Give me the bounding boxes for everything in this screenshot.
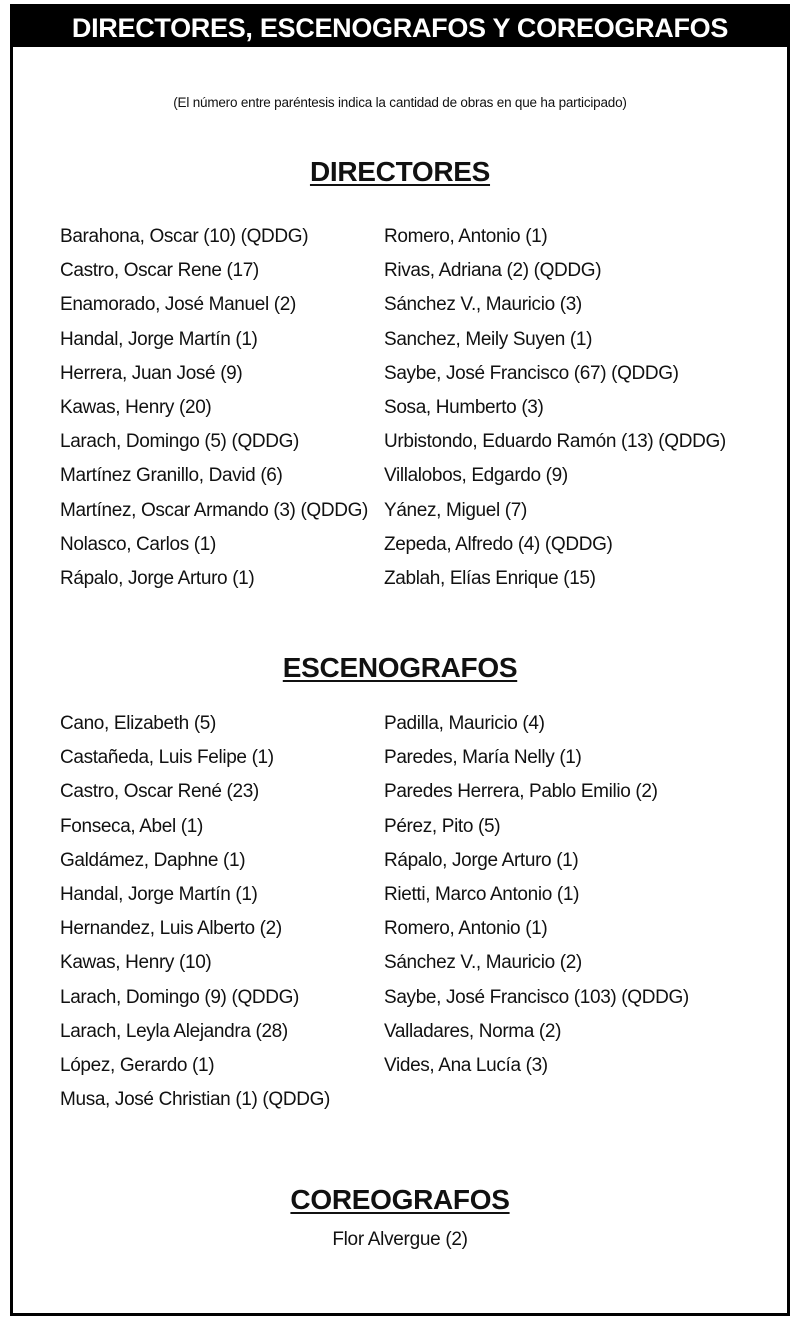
list-item: Paredes, María Nelly (1) — [384, 747, 582, 769]
list-item: Musa, José Christian (1) (QDDG) — [60, 1089, 330, 1111]
escenografos-right-list — [384, 707, 689, 1083]
list-item: Herrera, Juan José (9) — [60, 362, 243, 384]
list-item: Galdámez, Daphne (1) — [60, 849, 246, 871]
list-item: Romero, Antonio (1) — [384, 226, 548, 247]
list-item: Nolasco, Carlos (1) — [60, 533, 216, 555]
list-item: Sosa, Humberto (3) — [384, 396, 544, 418]
list-item: Yánez, Miguel (7) — [384, 499, 527, 521]
list-item: Rivas, Adriana (2) (QDDG) — [384, 260, 602, 282]
list-item: Handal, Jorge Martín (1) — [60, 883, 258, 905]
list-item: Kawas, Henry (20) — [60, 396, 212, 418]
list-item: Castro, Oscar René (23) — [60, 781, 259, 803]
list-item: Martínez, Oscar Armando (3) (QDDG) — [60, 499, 369, 521]
list-item: Rápalo, Jorge Arturo (1) — [384, 849, 579, 871]
list-item: Urbistondo, Eduardo Ramón (13) (QDDG) — [384, 431, 726, 453]
list-item: López, Gerardo (1) — [60, 1054, 215, 1076]
document-frame — [10, 4, 790, 1316]
list-item: Romero, Antonio (1) — [384, 918, 548, 940]
note: (El número entre paréntesis indica la cantidad de obras en que ha participado) — [173, 95, 627, 110]
list-item: Castro, Oscar Rene (17) — [60, 260, 259, 282]
list-item: Handal, Jorge Martín (1) — [60, 328, 258, 350]
page-title: DIRECTORES, ESCENOGRAFOS Y COREOGRAFOS — [13, 7, 787, 47]
list-item: Rápalo, Jorge Arturo (1) — [60, 567, 255, 589]
list-item: Saybe, José Francisco (103) (QDDG) — [384, 986, 689, 1008]
list-item: Valladares, Norma (2) — [384, 1020, 562, 1042]
list-item: Larach, Leyla Alejandra (28) — [60, 1020, 288, 1042]
section-heading-coreografos: COREOGRAFOS — [290, 1184, 510, 1215]
directores-right-list — [384, 220, 726, 596]
list-item: Martínez Granillo, David (6) — [60, 465, 283, 487]
list-item: Padilla, Mauricio (4) — [384, 713, 545, 734]
list-item: Sanchez, Meily Suyen (1) — [384, 328, 593, 350]
list-item: Larach, Domingo (9) (QDDG) — [60, 986, 300, 1008]
directores-left-list — [60, 220, 368, 596]
list-item: Sánchez V., Mauricio (3) — [384, 294, 582, 316]
list-item: Vides, Ana Lucía (3) — [384, 1054, 548, 1076]
list-item: Fonseca, Abel (1) — [60, 815, 203, 837]
list-item: Cano, Elizabeth (5) — [60, 713, 216, 734]
list-item: Sánchez V., Mauricio (2) — [384, 952, 582, 974]
list-item: Pérez, Pito (5) — [384, 815, 501, 837]
list-item: Paredes Herrera, Pablo Emilio (2) — [384, 781, 658, 803]
list-item: Barahona, Oscar (10) (QDDG) — [60, 226, 309, 247]
list-item: Zablah, Elías Enrique (15) — [384, 567, 596, 589]
list-item: Kawas, Henry (10) — [60, 952, 212, 974]
list-item: Villalobos, Edgardo (9) — [384, 465, 568, 487]
list-item: Castañeda, Luis Felipe (1) — [60, 747, 274, 769]
section-heading-escenografos: ESCENOGRAFOS — [282, 652, 518, 683]
list-item: Flor Alvergue (2) — [332, 1229, 468, 1250]
list-item: Enamorado, José Manuel (2) — [60, 294, 296, 316]
list-item: Saybe, José Francisco (67) (QDDG) — [384, 362, 679, 384]
list-item: Larach, Domingo (5) (QDDG) — [60, 431, 300, 453]
section-heading-directores: DIRECTORES — [309, 156, 491, 187]
list-item: Rietti, Marco Antonio (1) — [384, 883, 580, 905]
list-item: Hernandez, Luis Alberto (2) — [60, 918, 282, 940]
list-item: Zepeda, Alfredo (4) (QDDG) — [384, 533, 613, 555]
escenografos-left-list — [60, 707, 330, 1117]
